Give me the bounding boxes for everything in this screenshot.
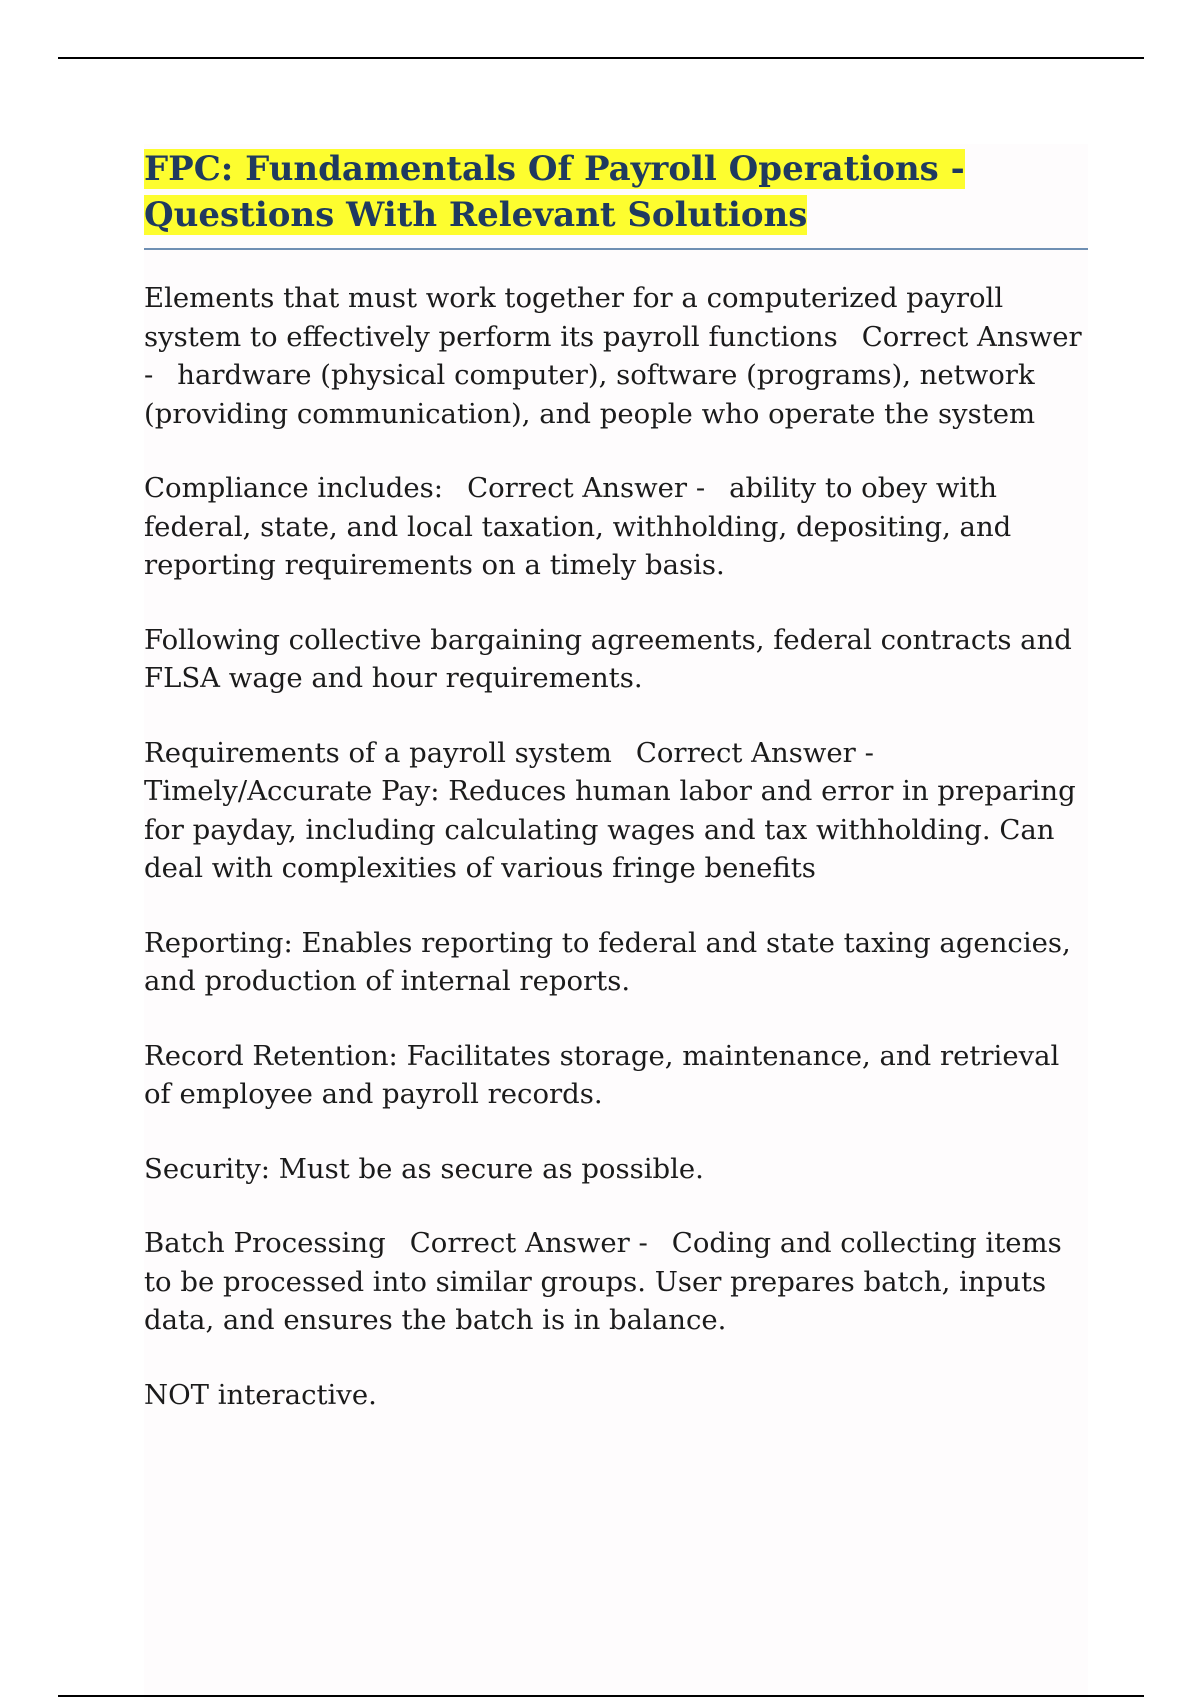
document-title [144, 146, 1088, 238]
question-text: Batch Processing [144, 1227, 386, 1259]
qa-item-batch-processing [144, 1224, 1088, 1340]
question-text: Requirements of a payroll system [144, 736, 612, 769]
qa-item-compliance [144, 469, 1088, 585]
qa-item-elements [144, 279, 1088, 433]
answer-continuation: Following collective bargaining agreements, federal contracts and FLSA wage and hour requirements. [144, 623, 1081, 694]
document-title-line2: Questions With Relevant Solutions [144, 195, 808, 235]
answer-text: hardware (physical computer), software (programs), network (providing communication), and people who operate the system [144, 359, 1044, 430]
answer-continuation: Security: Must be as secure as possible. [144, 1152, 704, 1185]
question-text: Elements that must work together for a computerized payroll system to effectively perform its payroll functions [144, 282, 1012, 353]
document-body [144, 279, 1088, 1450]
answer-label: Correct Answer [635, 736, 856, 769]
answer-label: Correct Answer [861, 320, 1082, 353]
answer-label: Correct Answer [467, 472, 688, 504]
answer-text: ability to obey with federal, state, and local taxation, withholding, depositing, and reporting requirements on a timely basis. [144, 472, 1021, 581]
answer-continuation: Reporting: Enables reporting to federal and state taxing agencies, and production of internal reports. [144, 926, 1080, 997]
answer-dash: - [864, 736, 874, 769]
answer-text: Coding and collecting items to be processed into similar groups. User prepares batch, inputs data, and ensures the batch is in balance. [144, 1227, 1071, 1336]
document-page [144, 144, 1088, 1700]
answer-text: Timely/Accurate Pay: Reduces human labor and error in preparing for payday, including calculating wages and tax withholding. Can deal with complexities of various fringe benefits [144, 775, 1085, 884]
answer-continuation: NOT interactive. [144, 1378, 377, 1411]
title-divider [144, 248, 1088, 250]
answer-dash: - [638, 1227, 648, 1259]
answer-dash: - [144, 359, 154, 391]
document-title-line1: FPC: Fundamentals Of Payroll Operations - [144, 149, 965, 189]
question-text: Compliance includes: [144, 472, 444, 504]
footer-rule [58, 1695, 1144, 1697]
answer-continuation: Record Retention: Facilitates storage, maintenance, and retrieval of employee and payroll records. [144, 1039, 1069, 1110]
answer-dash: - [695, 472, 706, 504]
answer-label: Correct Answer [409, 1227, 630, 1259]
qa-item-requirements [144, 734, 1088, 888]
header-rule [58, 57, 1144, 59]
